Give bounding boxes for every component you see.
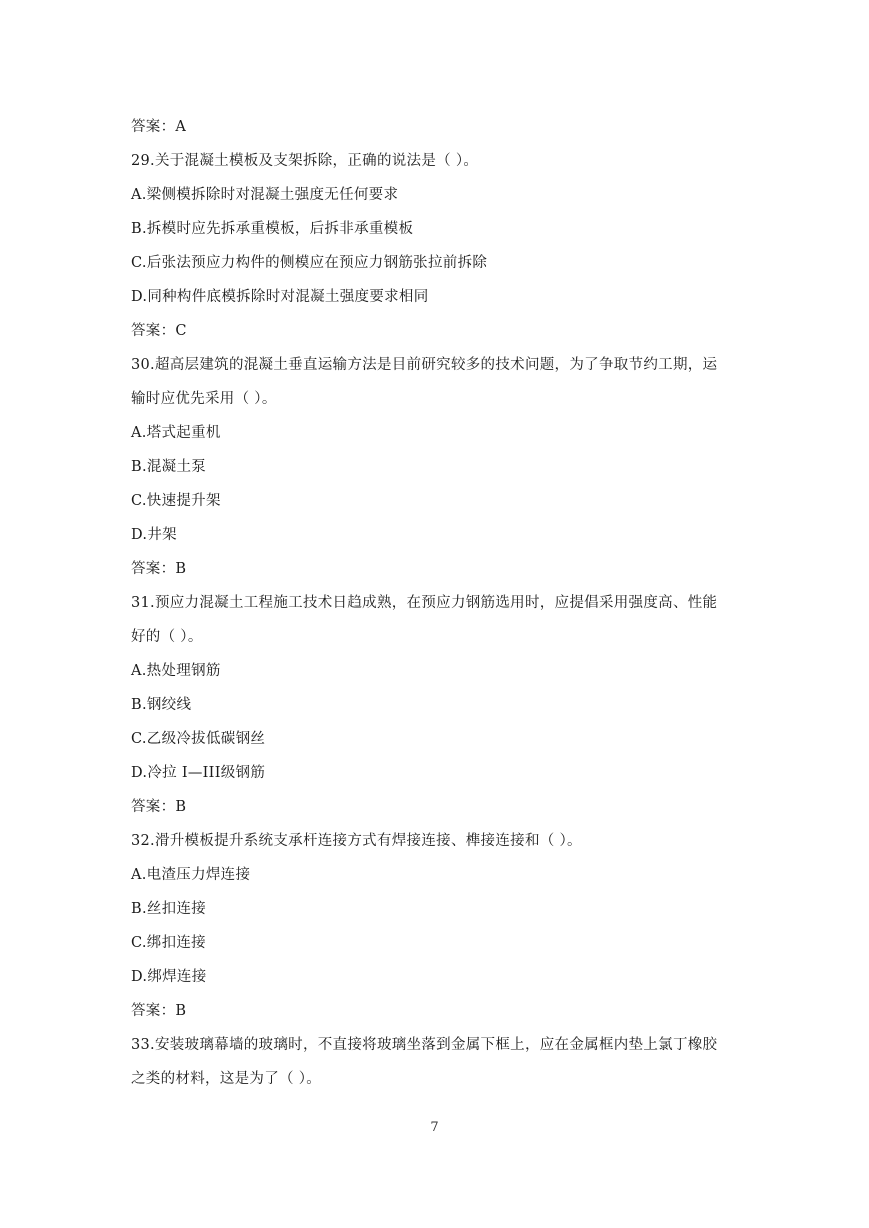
q31-option-b: B.钢绞线 (131, 697, 192, 713)
question-30-line-2: 输时应优先采用（ ）。 (131, 391, 277, 407)
q31-option-a: A.热处理钢筋 (131, 663, 221, 679)
q29-option-b: B.拆模时应先拆承重模板，后拆非承重模板 (131, 221, 414, 237)
q30-option-b: B.混凝土泵 (131, 459, 207, 475)
question-32: 32.滑升模板提升系统支承杆连接方式有焊接连接、榫接连接和（ ）。 (131, 833, 582, 849)
q31-option-c: C.乙级冷拔低碳钢丝 (131, 731, 266, 747)
q32-option-b: B.丝扣连接 (131, 901, 207, 917)
q30-option-d: D.井架 (131, 527, 177, 543)
q29-option-d: D.同种构件底模拆除时对混凝土强度要求相同 (131, 289, 429, 305)
q32-option-d: D.绑焊连接 (131, 969, 207, 985)
q31-option-d: D.冷拉 I—III级钢筋 (131, 765, 266, 781)
q32-option-a: A.电渣压力焊连接 (131, 867, 251, 883)
q29-option-c: C.后张法预应力构件的侧模应在预应力钢筋张拉前拆除 (131, 255, 488, 271)
question-31-line-2: 好的（ ）。 (131, 629, 203, 645)
document-body (131, 110, 741, 1096)
question-31-line-1: 31.预应力混凝土工程施工技术日趋成熟，在预应力钢筋选用时，应提倡采用强度高、性能 (131, 595, 718, 611)
question-33-line-2: 之类的材料，这是为了（ ）。 (131, 1071, 322, 1087)
answer-30: 答案：B (131, 561, 187, 577)
q30-option-c: C.快速提升架 (131, 493, 221, 509)
question-30-line-1: 30.超高层建筑的混凝土垂直运输方法是目前研究较多的技术问题，为了争取节约工期，运 (131, 357, 718, 373)
q32-option-c: C.绑扣连接 (131, 935, 206, 951)
question-29: 29.关于混凝土模板及支架拆除，正确的说法是（ ）。 (131, 153, 479, 169)
answer-29: 答案：C (131, 323, 187, 339)
answer-32: 答案：B (131, 1003, 187, 1019)
answer-31: 答案：B (131, 799, 187, 815)
page-number: 7 (430, 1120, 439, 1135)
q29-option-a: A.梁侧模拆除时对混凝土强度无任何要求 (131, 187, 399, 203)
q30-option-a: A.塔式起重机 (131, 425, 221, 441)
answer-28: 答案：A (131, 119, 187, 135)
question-33-line-1: 33.安装玻璃幕墙的玻璃时，不直接将玻璃坐落到金属下框上，应在金属框内垫上氯丁橡胶 (131, 1037, 718, 1053)
